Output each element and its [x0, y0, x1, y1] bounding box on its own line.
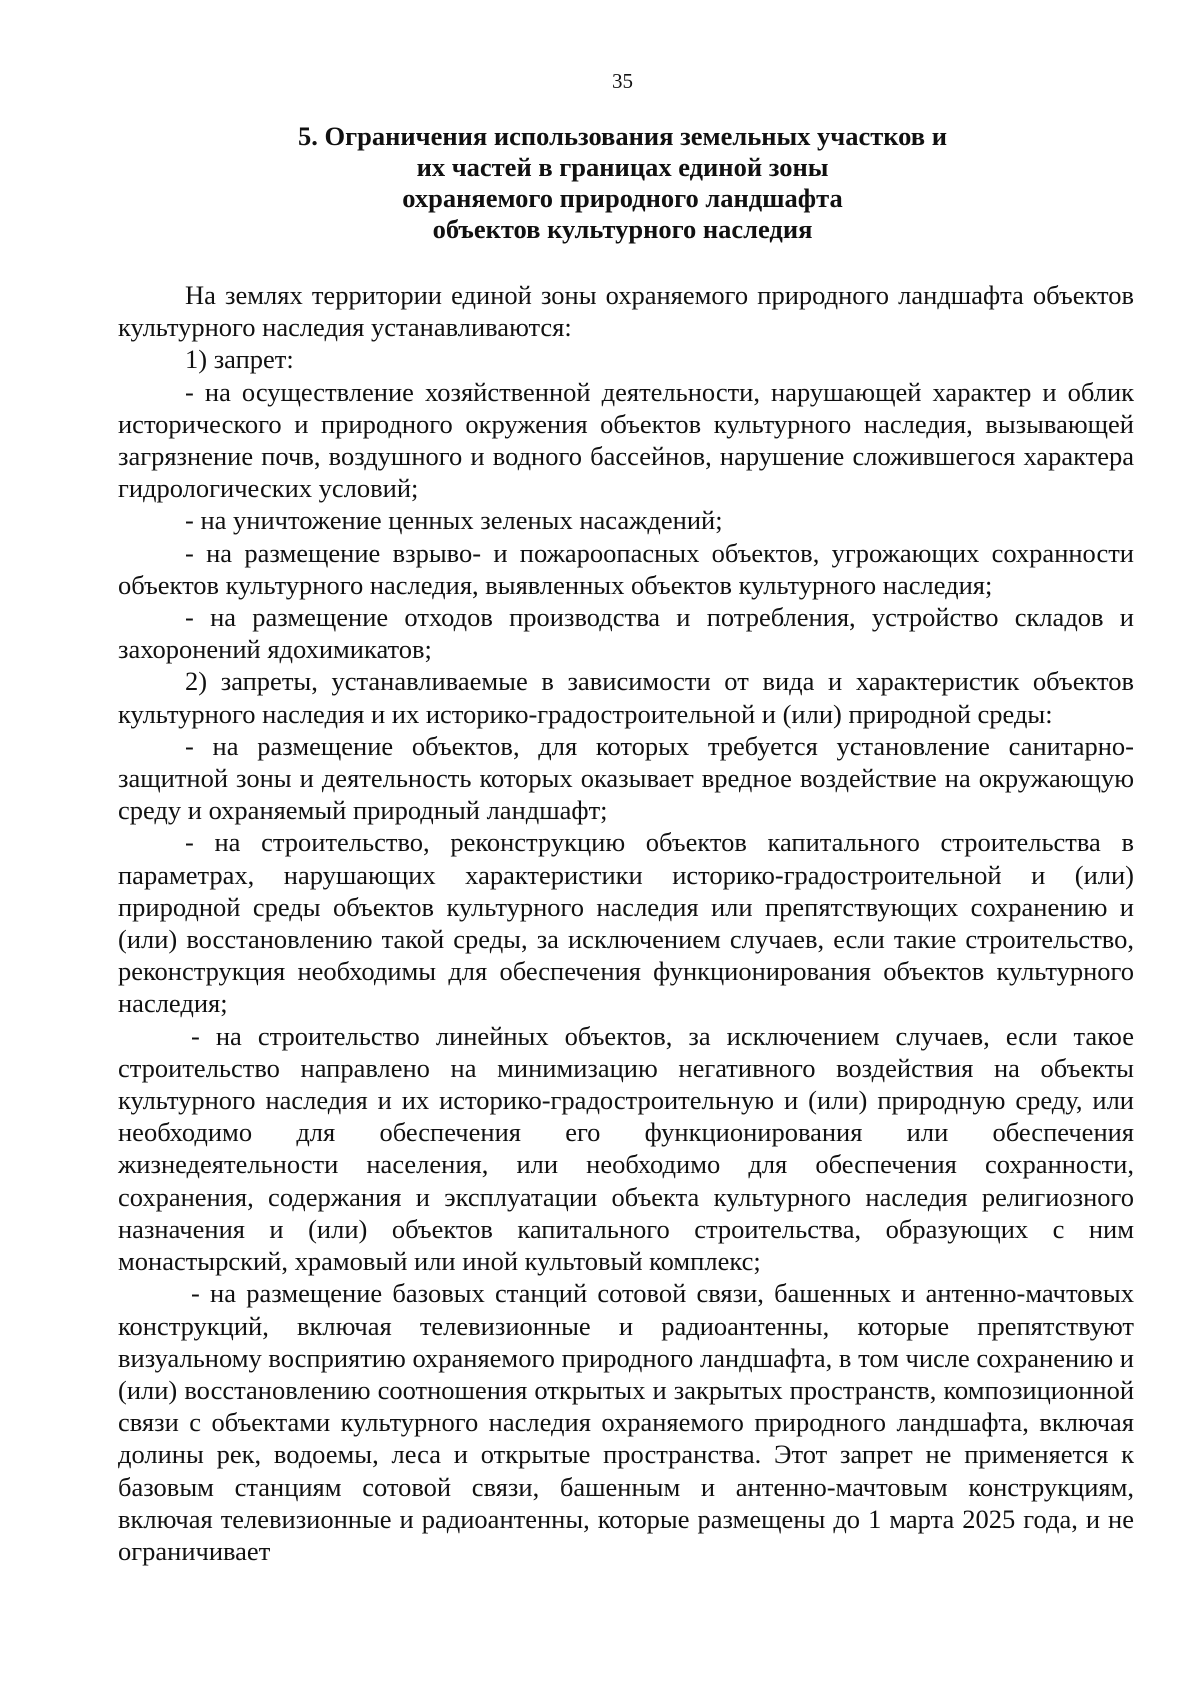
heading-line: охраняемого природного ландшафта [402, 183, 843, 213]
paragraph-bullet: - на уничтожение ценных зеленых насаждений; [185, 505, 723, 536]
paragraph-bullet: - на размещение отходов производства и потребления, устройство складов и захоронений ядохимикатов; [118, 602, 1134, 665]
paragraph-bullet: - на строительство, реконструкцию объектов капитального строительства в параметрах, нарушающих характеристики историко-градостроительной и (или) природной среды объектов культурного наследия или препятствующих сохранению и (или) восстановлению такой среды, за исключением случаев, если такие строительство, реконструкция необходимы для обеспечения функционирования объектов культурного наследия; [118, 827, 1134, 1019]
section-heading [200, 121, 1045, 245]
paragraph-bullet: - на размещение базовых станций сотовой связи, башенных и антенно-мачтовых конструкций, включая телевизионные и радиоантенны, которые препятствуют визуальному восприятию охраняемого природного ландшафта, в том числе сохранению и (или) восстановлению соотношения открытых и закрытых пространств, композиционной связи с объектами культурного наследия охраняемого природного ландшафта, включая долины рек, водоемы, леса и открытые пространства. Этот запрет не применяется к базовым станциям сотовой связи, башенным и антенно-мачтовым конструкциям, включая телевизионные и радиоантенны, которые размещены до 1 марта 2025 года, и не ограничивает [118, 1278, 1134, 1566]
heading-line: 5. Ограничения использования земельных участков и [298, 121, 947, 151]
heading-line: объектов культурного наследия [432, 214, 813, 244]
paragraph-bullet: - на размещение взрыво- и пожароопасных объектов, угрожающих сохранности объектов культурного наследия, выявленных объектов культурного наследия; [118, 537, 1134, 600]
paragraph-bullet: - на осуществление хозяйственной деятельности, нарушающей характер и облик исторического и природного окружения объектов культурного наследия, вызывающей загрязнение почв, воздушного и водного бассейнов, нарушение сложившегося характера гидрологических условий; [118, 376, 1134, 504]
paragraph-intro: На землях территории единой зоны охраняемого природного ландшафта объектов культурного наследия устанавливаются: [118, 280, 1134, 343]
body-text [118, 279, 1134, 1567]
paragraph-item-1: 1) запрет: [185, 344, 294, 375]
paragraph-bullet: - на строительство линейных объектов, за исключением случаев, если такое строительство направлено на минимизацию негативного воздействия на объекты культурного наследия и их историко-градостроительную и (или) природную среду, или необходимо для обеспечения его функционирования или обеспечения жизнедеятельности населения, или необходимо для обеспечения сохранности, сохранения, содержания и эксплуатации объекта культурного наследия религиозного назначения и (или) объектов капитального строительства, образующих с ним монастырский, храмовый или иной культовый комплекс; [118, 1020, 1134, 1277]
paragraph-item-2: 2) запреты, устанавливаемые в зависимости от вида и характеристик объектов культурного наследия и их историко-градостроительной и (или) природной среды: [118, 666, 1134, 729]
paragraph-bullet: - на размещение объектов, для которых требуется установление санитарно-защитной зоны и деятельность которых оказывает вредное воздействие на окружающую среду и охраняемый природный ландшафт; [118, 730, 1134, 826]
page-number: 35 [612, 69, 633, 93]
heading-line: их частей в границах единой зоны [416, 152, 829, 182]
